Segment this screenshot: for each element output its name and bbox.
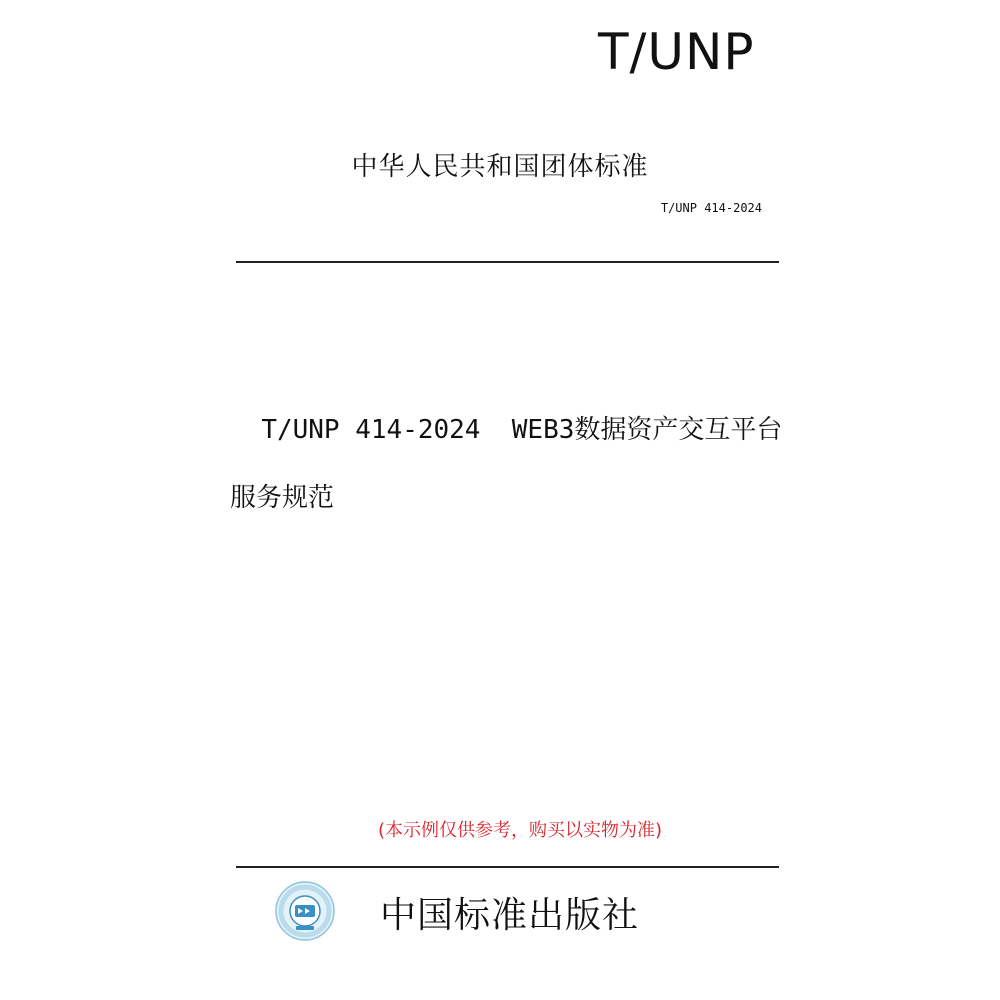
top-divider (236, 261, 779, 263)
publisher-seal-icon (274, 880, 336, 942)
document-title-line2: 服务规范 (230, 483, 335, 513)
standard-number: T/UNP 414-2024 (660, 201, 762, 215)
document-title-line1: T/UNP 414-2024 WEB3数据资产交互平台 (261, 415, 783, 445)
bottom-divider (236, 866, 779, 868)
publisher-name: 中国标准出版社 (380, 895, 640, 936)
document-title (230, 379, 790, 549)
standard-type-heading: 中华人民共和国团体标准 (351, 152, 649, 182)
sample-disclaimer-note: (本示例仅供参考，购买以实物为准) (377, 820, 663, 841)
standard-code-mark: T/UNP (598, 23, 755, 81)
